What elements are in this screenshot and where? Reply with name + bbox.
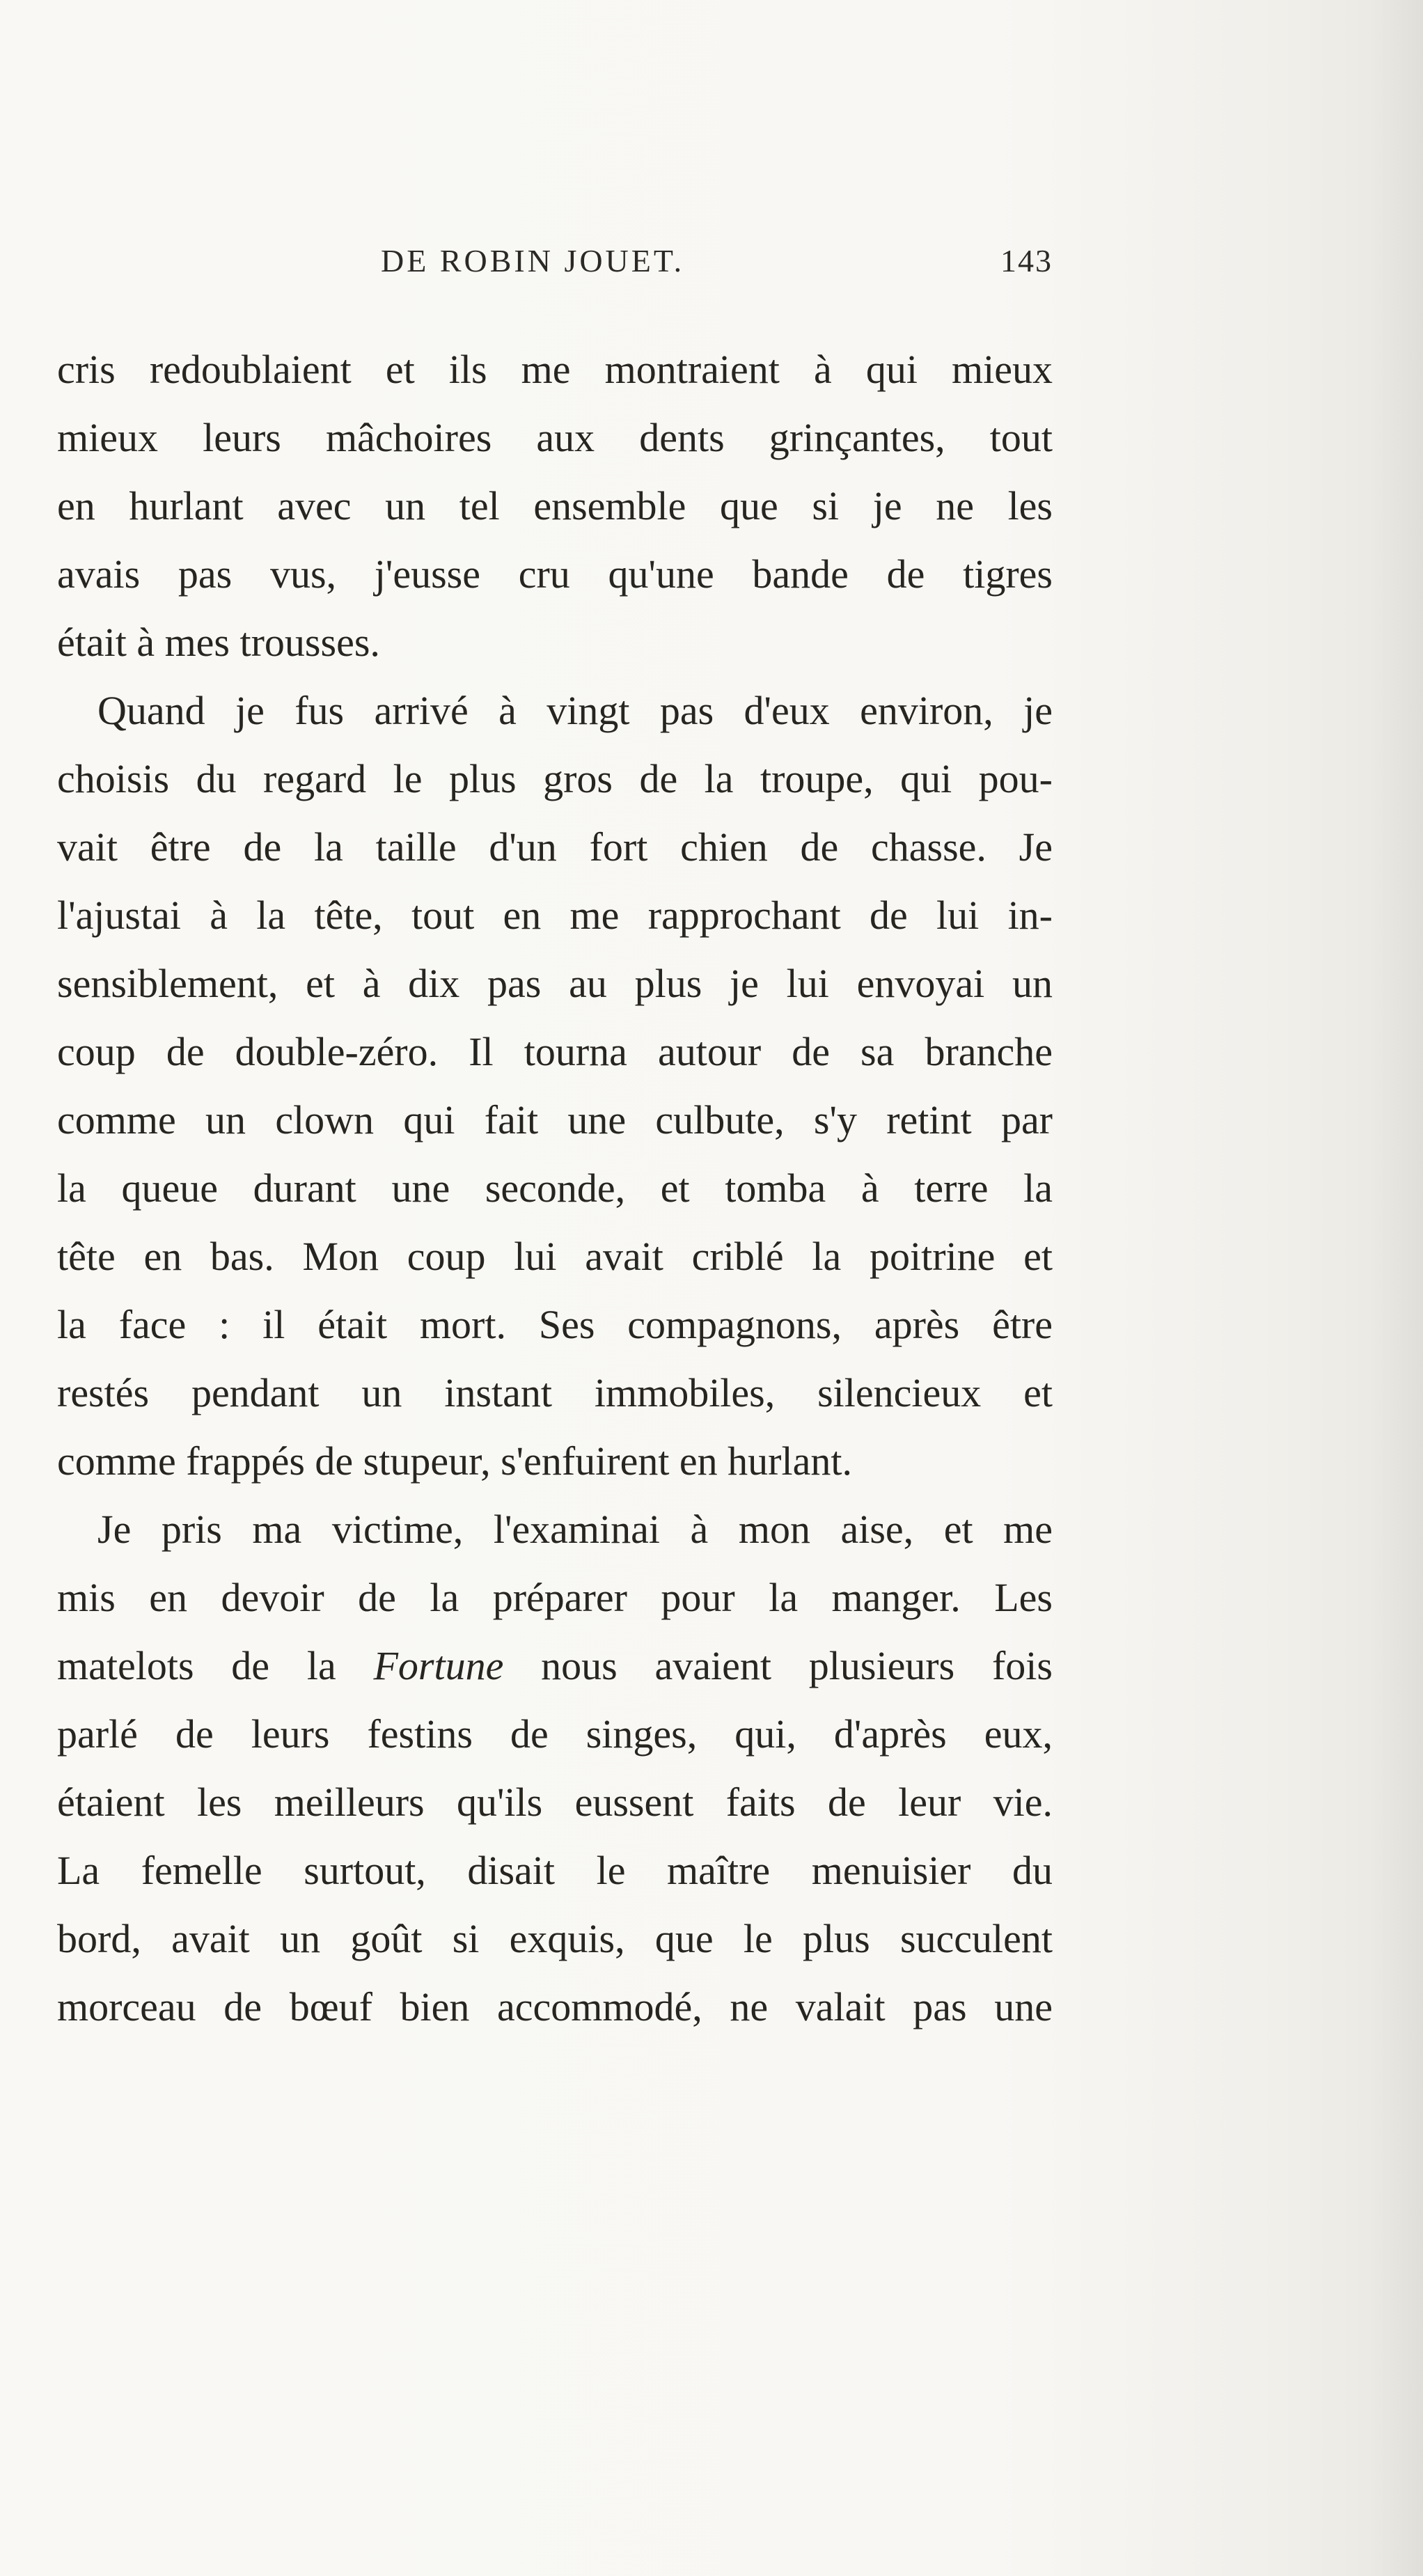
text-line: restés pendant un instant immobiles, silencieux et (57, 1370, 1053, 1415)
text-line: mis en devoir de la préparer pour la manger. Les (57, 1575, 1053, 1620)
text-fragment: nous avaient plusieurs fois (503, 1643, 1053, 1688)
text-line: parlé de leurs festins de singes, qui, d'après eux, (57, 1711, 1053, 1757)
text-line: vait être de la taille d'un fort chien de chasse. Je (57, 824, 1053, 870)
text-line: sensiblement, et à dix pas au plus je lui envoyai un (57, 961, 1053, 1006)
text-line: mieux leurs mâchoires aux dents grinçantes, tout (57, 415, 1053, 460)
text-line: choisis du regard le plus gros de la troupe, qui pou- (57, 756, 1053, 801)
text-line (57, 1632, 1053, 1700)
text-line: bord, avait un goût si exquis, que le plus succulent (57, 1916, 1053, 1961)
ship-name-italic: Fortune (373, 1643, 504, 1688)
text-line: en hurlant avec un tel ensemble que si je ne les (57, 483, 1053, 528)
text-line: Je pris ma victime, l'examinai à mon aise, et me (97, 1507, 1053, 1552)
text-line: comme frappés de stupeur, s'enfuirent en hurlant. (57, 1438, 852, 1484)
running-head: DE ROBIN JOUET. (381, 243, 685, 278)
text-line: La femelle surtout, disait le maître menuisier du (57, 1848, 1053, 1893)
text-line: comme un clown qui fait une culbute, s'y retint par (57, 1097, 1053, 1142)
body-text (57, 336, 1053, 2041)
text-line: coup de double-zéro. Il tourna autour de sa branche (57, 1029, 1053, 1074)
text-line: était à mes trousses. (57, 620, 380, 665)
text-line: l'ajustai à la tête, tout en me rapprochant de lui in- (57, 893, 1053, 938)
text-line: la queue durant une seconde, et tomba à terre la (57, 1165, 1053, 1211)
text-line: étaient les meilleurs qu'ils eussent faits de leur vie. (57, 1780, 1053, 1825)
text-line: tête en bas. Mon coup lui avait criblé la poitrine et (57, 1234, 1053, 1279)
page-header (57, 242, 1053, 284)
text-line: cris redoublaient et ils me montraient à qui mieux (57, 347, 1053, 392)
page-number: 143 (1000, 243, 1053, 278)
text-line: la face : il était mort. Ses compagnons, après être (57, 1302, 1053, 1347)
page-edge-shadow (1367, 0, 1423, 2576)
text-line: morceau de bœuf bien accommodé, ne valait pas une (57, 1984, 1053, 2029)
text-line: Quand je fus arrivé à vingt pas d'eux environ, je (97, 688, 1053, 733)
text-line: avais pas vus, j'eusse cru qu'une bande de tigres (57, 551, 1053, 597)
text-fragment: matelots de la (57, 1643, 374, 1688)
